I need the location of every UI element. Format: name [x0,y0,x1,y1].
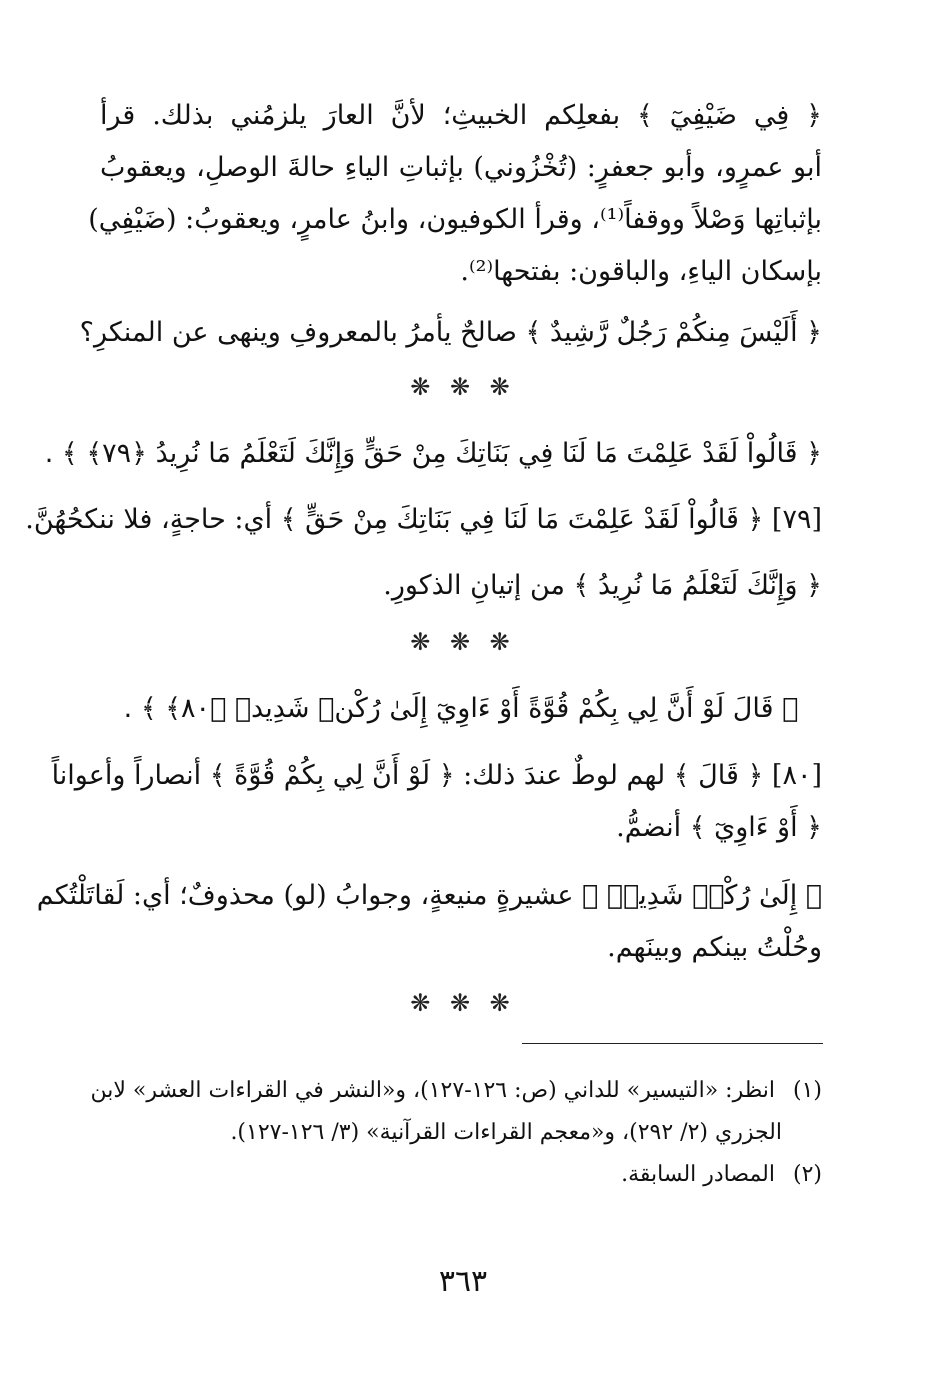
section-separator-1: ❋ ❋ ❋ [410,373,516,401]
tafsir-80-line-3: ﴿ إِلَىٰ رُكْنٖ شَدِيدٖ ﴾ عشيرةٍ منيعةٍ، وجوابُ (لو) محذوفٌ؛ أي: لَقاتَلْتُكم [36,880,822,911]
footnote-2-line-1: المصادر السابقة. [621,1162,775,1187]
body-line-5: ﴿ أَلَيْسَ مِنكُمْ رَجُلٌ رَّشِيدٌ ﴾ صالحٌ يأمرُ بالمعروفِ وينهى عن المنكرِ؟ [79,317,822,348]
section-separator-3: ❋ ❋ ❋ [410,989,516,1017]
footnote-divider [522,1043,823,1044]
page-number: ٣٦٣ [438,1264,488,1299]
tafsir-80-line-1: [٨٠] ﴿ قَالَ ﴾ لهم لوطٌ عندَ ذلك: ﴿ لَوْ أَنَّ لِي بِكُمْ قُوَّةً ﴾ أنصاراً وأعواناً [51,760,822,791]
body-line-1: ﴿ فِي ضَيْفِيٓ ﴾ بفعلِكم الخبيثِ؛ لأنَّ العارَ يلزمُني بذلك. قرأ [100,100,822,131]
footnote-2-number: (٢) [792,1162,822,1187]
footnote-1-line-1: انظر: «التيسير» للداني (ص: ١٢٦-١٢٧)، و«النشر في القراءات العشر» لابن [90,1078,775,1103]
quran-verse-80: ﴿ قَالَ لَوْ أَنَّ لِي بِكُمْ قُوَّةً أَوْ ءَاوِيٓ إِلَىٰ رُكْنٖ شَدِيدٖ ﴿٨٠﴾ ﴾ . [123,693,799,724]
body-line-2: أبو عمرٍو، وأبو جعفرٍ: (تُخْزُوني) بإثباتِ الياءِ حالةَ الوصلِ، ويعقوبُ [100,152,822,183]
section-separator-2: ❋ ❋ ❋ [410,628,516,656]
tafsir-79-line-1: [٧٩] ﴿ قَالُواْ لَقَدْ عَلِمْتَ مَا لَنَا فِي بَنَاتِكَ مِنْ حَقٍّ ﴾ أي: حاجةٍ، فلا ننكحُهُنَّ. [25,504,822,535]
footnote-1-number: (١) [792,1078,822,1103]
tafsir-80-line-2: ﴿ أَوْ ءَاوِيٓ ﴾ أنضمُّ. [616,812,822,843]
tafsir-80-line-4: وحُلْتُ بينكم وبينَهم. [607,932,822,963]
footnote-1-continued [100,1115,782,1151]
footnote-1 [90,1073,822,1109]
body-line-4: بإسكان الياءِ، والباقون: بفتحها⁽²⁾. [460,256,822,287]
footnote-1-line-2: الجزري (٢/ ٢٩٢)، و«معجم القراءات القرآنية» (٣/ ١٢٦-١٢٧). [230,1120,782,1145]
footnote-2 [100,1157,822,1193]
body-line-3: بإثباتِها وَصْلاً ووقفاً⁽¹⁾، وقرأ الكوفيون، وابنُ عامرٍ، ويعقوبُ: (ضَيْفِي) [88,204,822,235]
quran-verse-79: ﴿ قَالُواْ لَقَدْ عَلِمْتَ مَا لَنَا فِي بَنَاتِكَ مِنْ حَقٍّ وَإِنَّكَ لَتَعْلَمُ مَا نُرِيدُ ﴿٧٩﴾ ﴾ . [44,438,822,469]
tafsir-79-line-2: ﴿ وَإِنَّكَ لَتَعْلَمُ مَا نُرِيدُ ﴾ من إتيانِ الذكورِ. [383,570,822,601]
